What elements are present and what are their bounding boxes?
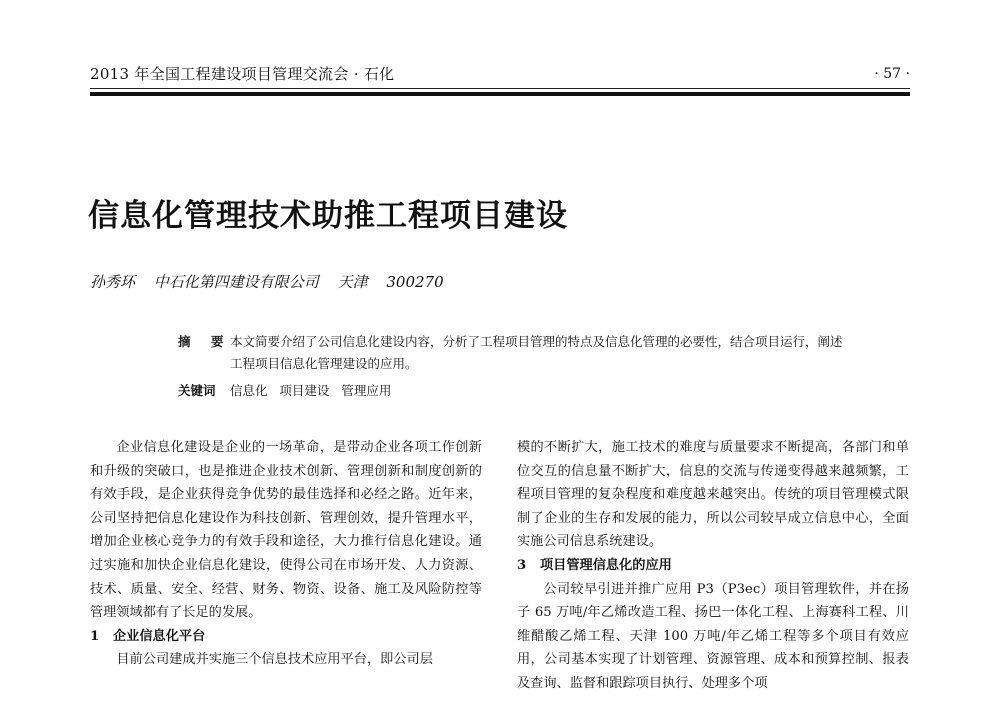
- keywords-text: 信息化 项目建设 管理应用: [230, 383, 392, 398]
- body-paragraph: 模的不断扩大，施工技术的难度与质量要求不断提高，各部门和单位交互的信息量不断扩大，信息的交流与传递变得越来越频繁，工程项目管理的复杂程度和难度越来越突出。传统的项目管理模式限制了企业的生存和发展的能力，所以公司较早成立信息中心，全面实施公司信息系统建设。: [517, 440, 909, 550]
- keywords-label: 关键词: [178, 383, 216, 398]
- author-name: 孙秀环: [90, 273, 136, 291]
- byline: [90, 272, 458, 292]
- running-header: [90, 64, 910, 88]
- body-paragraph: 目前公司建成并实施三个信息技术应用平台，即公司层: [116, 652, 433, 668]
- author-city: 天津: [337, 273, 368, 291]
- section-heading-3: 3 项目管理信息化的应用: [517, 557, 672, 573]
- section-heading-1: 1 企业信息化平台: [90, 628, 206, 644]
- header-rule-thin: [90, 88, 910, 89]
- body-paragraph: 公司较早引进并推广应用 P3（P3ec）项目管理软件，并在扬子 65 万吨/年乙烯改造工程、扬巴一体化工程、上海赛科工程、川维醋酸乙烯工程、天津 100 万吨/年乙烯工程等多个项目有效应用，公司基本实现了计划管理、资源管理、成本和预算控制、报表及查询、监督和跟踪项目执行、处理多个项: [517, 581, 909, 691]
- article-title: 信息化管理技术助推工程项目建设: [88, 198, 568, 234]
- author-postcode: 300270: [386, 273, 444, 291]
- body-paragraph: 企业信息化建设是企业的一场革命，是带动企业各项工作创新和升级的突破口，也是推进企业技术创新、管理创新和制度创新的有效手段，是企业获得竞争优势的最佳选择和必经之路。近年来，公司坚持把信息化建设作为科技创新、管理创效，提升管理水平，增加企业核心竞争力的有效手段和途径，大力推行信息化建设。通过实施和加快企业信息化建设，使得公司在市场开发、人力资源、技术、质量、安全、经营、财务、物资、设备、施工及风险防控等管理领域都有了长足的发展。: [90, 440, 482, 621]
- abstract-text: 本文简要介绍了公司信息化建设内容，分析了工程项目管理的特点及信息化管理的必要性，结合项目运行，阐述工程项目信息化管理建设的应用。: [230, 334, 843, 371]
- right-column: [517, 436, 909, 696]
- page-number: · 57 ·: [874, 66, 910, 82]
- left-column: [90, 436, 482, 672]
- journal-name: 2013 年全国工程建设项目管理交流会 · 石化: [90, 65, 395, 83]
- header-rule-thick: [90, 92, 910, 96]
- abstract-label: 摘 要: [178, 334, 232, 349]
- author-affiliation: 中石化第四建设有限公司: [153, 273, 319, 291]
